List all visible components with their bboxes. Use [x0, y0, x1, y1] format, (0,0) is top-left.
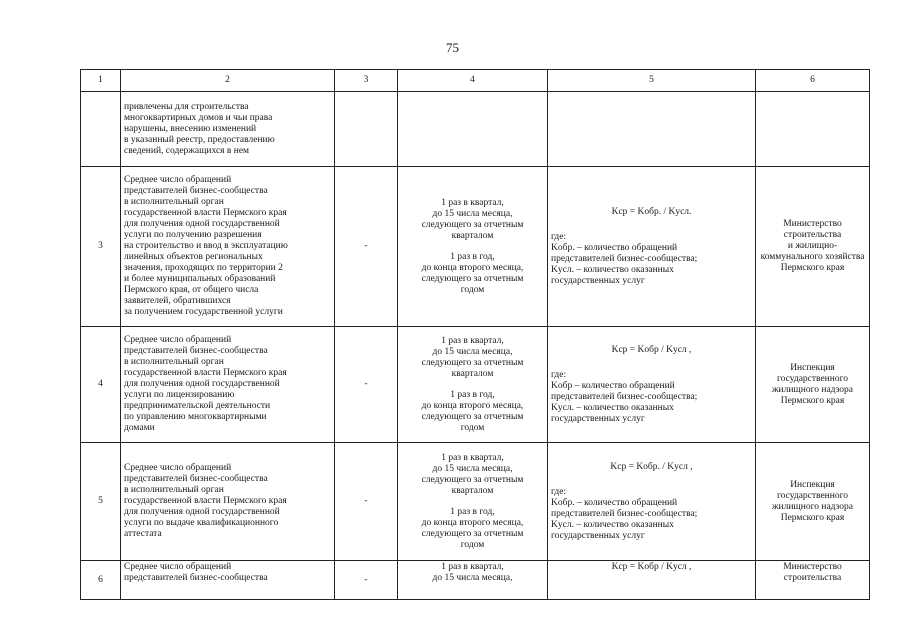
table-header-row: [81, 70, 870, 92]
table-row: [81, 327, 870, 443]
method-cell: [548, 327, 756, 443]
periodicity-yearly: 1 раз в год, до конца второго месяца, следующего за отчетным годом: [421, 389, 524, 433]
responsible-cell: Министерство строительства: [756, 561, 870, 600]
value-cell: -: [335, 167, 398, 327]
row-number-cell: 4: [81, 327, 121, 443]
periodicity-yearly: 1 раз в год, до конца второго месяца, следующего за отчетным годом: [421, 506, 524, 550]
formula: Kср = Kобр. / Kусл ,: [610, 461, 693, 472]
responsible-cell: Инспекция государственного жилищного надзора Пермского края: [756, 327, 870, 443]
formula-legend: где: Kобр – количество обращений представителей бизнес-сообщества; Kусл. – количество оказанных государственных услуг: [551, 369, 698, 424]
header-col-3: 3: [335, 70, 398, 92]
responsible-cell: Инспекция государственного жилищного надзора Пермского края: [756, 443, 870, 561]
method-cell: [548, 167, 756, 327]
periodicity-quarterly: 1 раз в квартал, до 15 числа месяца, следующего за отчетным кварталом: [421, 335, 524, 379]
indicator-name-cell: Среднее число обращений представителей бизнес-сообщества в исполнительный орган государственной власти Пермского края для получения одной государственной услуги по выдаче квалификационного аттестата: [121, 443, 335, 561]
row-number-cell: 6: [81, 561, 121, 600]
method-cell: [548, 443, 756, 561]
header-col-4: 4: [398, 70, 548, 92]
periodicity-cell: [398, 92, 548, 167]
formula: Kср = Kобр / Kусл ,: [611, 562, 692, 572]
header-col-1: 1: [81, 70, 121, 92]
row-number-cell: 3: [81, 167, 121, 327]
indicator-name-cell: привлечены для строительства многоквартирных домов и чьи права нарушены, внесению изменений в указанный реестр, предоставлению сведений, содержащихся в нем: [121, 92, 335, 167]
header-col-6: 6: [756, 70, 870, 92]
periodicity-cell: 1 раз в квартал, до 15 числа месяца,: [398, 561, 548, 600]
responsible-cell: Министерство строительства и жилищно- коммунального хозяйства Пермского края: [756, 167, 870, 327]
value-cell: -: [335, 561, 398, 600]
value-cell: [335, 92, 398, 167]
periodicity-cell: [398, 167, 548, 327]
method-cell: [548, 561, 756, 600]
indicator-name-cell: Среднее число обращений представителей бизнес-сообщества в исполнительный орган государственной власти Пермского края для получения одной государственной услуги по лицензированию предпринимательской деятельности по управлению многоквартирными домами: [121, 327, 335, 443]
indicator-name-cell: Среднее число обращений представителей бизнес-сообщества в исполнительный орган государственной власти Пермского края для получения одной государственной услуги по получению разрешения на строительство и ввод в эксплуатацию линейных объектов региональных значения, проходящих по территории 2 и более муниципальных образований Пермского края, от общего числа заявителей, обратившихся за получением государственной услуги: [121, 167, 335, 327]
page-number: 75: [446, 40, 459, 55]
header-col-2: 2: [121, 70, 335, 92]
periodicity-quarterly: 1 раз в квартал, до 15 числа месяца, следующего за отчетным кварталом: [421, 452, 524, 496]
formula: Kср = Kобр / Kусл ,: [611, 344, 692, 355]
row-number-cell: [81, 92, 121, 167]
formula-legend: где: Kобр. – количество обращений представителей бизнес-сообщества; Kусл. – количество оказанных государственных услуг: [551, 231, 698, 286]
indicator-name-cell: Среднее число обращений представителей бизнес-сообщества: [121, 561, 335, 600]
table-row: [81, 92, 870, 167]
periodicity-cell: [398, 327, 548, 443]
responsible-cell: [756, 92, 870, 167]
table-row: [81, 443, 870, 561]
periodicity-cell: [398, 443, 548, 561]
periodicity-quarterly: 1 раз в квартал, до 15 числа месяца, следующего за отчетным кварталом: [421, 197, 524, 241]
value-cell: -: [335, 443, 398, 561]
header-col-5: 5: [548, 70, 756, 92]
row-number-cell: 5: [81, 443, 121, 561]
formula-legend: где: Kобр. – количество обращений представителей бизнес-сообщества; Kусл. – количество оказанных государственных услуг: [551, 486, 698, 541]
table-row: [81, 561, 870, 600]
table-row: [81, 167, 870, 327]
indicators-table: [80, 69, 870, 600]
value-cell: -: [335, 327, 398, 443]
periodicity-yearly: 1 раз в год, до конца второго месяца, следующего за отчетным годом: [421, 251, 524, 295]
method-cell: [548, 92, 756, 167]
formula: Kср = Kобр. / Kусл.: [611, 206, 692, 217]
